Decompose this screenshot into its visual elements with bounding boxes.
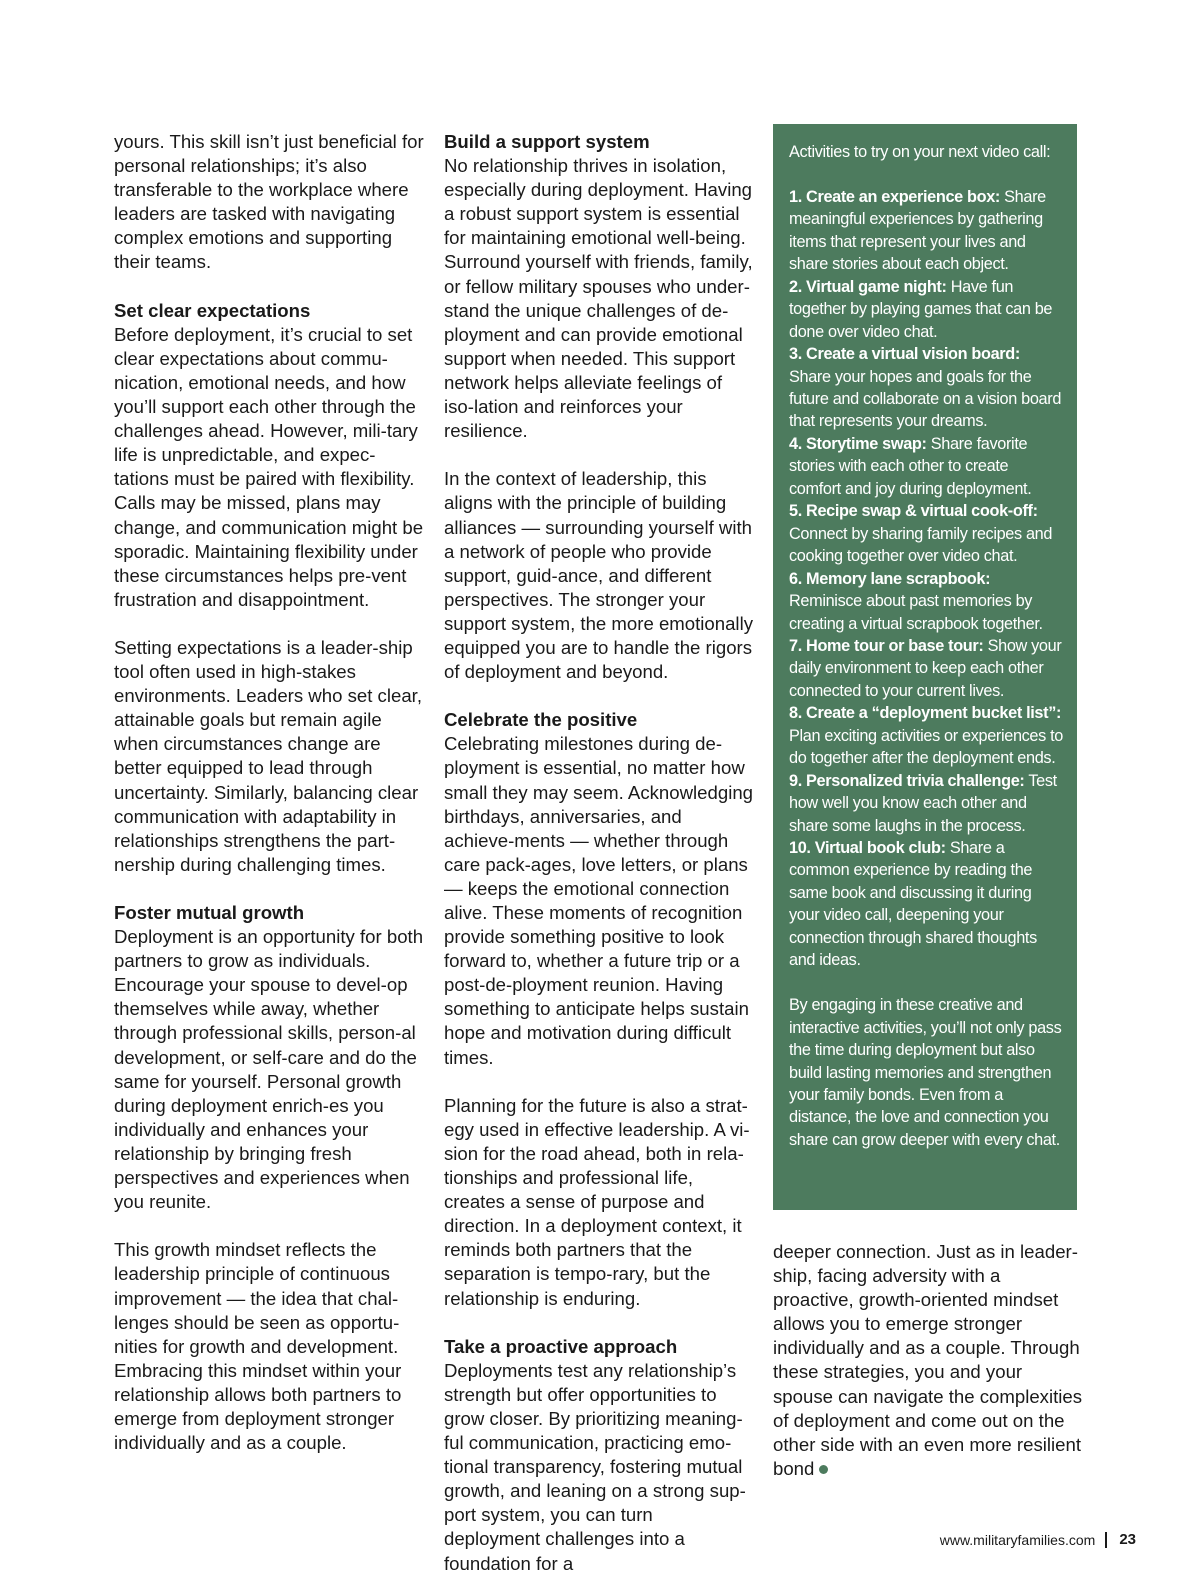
footer-url[interactable]: www.militaryfamilies.com (939, 1531, 1096, 1548)
end-mark-dot (819, 1465, 828, 1474)
proactive-paragraph: Deployments test any relationship’s strength but offer opportunities to grow closer. By prioritizing meaning-ful communication, practicing emo-tional transparency, fostering mutual growth, and leaning on a strong sup-port system, you can turn deployment challenges into a foundation for a (444, 1359, 746, 1574)
activity-title: 3. Create a virtual vision board: (789, 345, 1020, 364)
activity-item (789, 343, 1063, 433)
footer-divider (1105, 1532, 1107, 1548)
activity-text: Plan exciting activities or experiences to do together after the deployment ends. (789, 726, 1063, 768)
conclusion-paragraph (773, 1240, 1083, 1481)
activity-text: Share meaningful experiences by gathering items that represent your lives and share stories about each object. (789, 187, 1046, 274)
activity-title: 1. Create an experience box: (789, 187, 1000, 206)
sidebar-outro: By engaging in these creative and interactive activities, you’ll not only pass the time during deployment but also build lasting memories and strengthen your family bonds. Even from a distance, the love and connection you share can grow deeper with every chat. (789, 996, 1062, 1149)
activity-text: Share favorite stories with each other to create comfort and joy during deployment. (789, 434, 1032, 498)
activity-title: 6. Memory lane scrapbook: (789, 569, 991, 588)
heading-build-support-system: Build a support system (444, 131, 650, 152)
activity-title: 10. Virtual book club: (789, 839, 946, 858)
sidebar-intro: Activities to try on your next video call: (789, 143, 1051, 161)
support-paragraph-1: No relationship thrives in isolation, especially during deployment. Having a robust support system is essential for maintaining emotional well-being. Surround yourself with friends, family, or fellow military spouses who under-stand the unique challenges of de-ployment and can provide emotional support when needed. This support network helps alleviate feelings of iso-lation and reinforces your resilience. (444, 155, 753, 442)
heading-celebrate-positive: Celebrate the positive (444, 709, 638, 731)
growth-paragraph-1: Deployment is an opportunity for both partners to grow as individuals. Encourage your spouse to devel-op themselves while away, whether through professional skills, person-al development, or self-care and do the same for yourself. Personal growth during deployment enrich-es you individually and enhances your relationship by bringing fresh perspectives and experiences when you reunite. (114, 926, 424, 1213)
activities-sidebar (773, 124, 1077, 1210)
growth-paragraph-2: This growth mindset reflects the leadership principle of continuous improvement — the idea that chal-lenges should be seen as opportu-nities for growth and development. Embracing this mindset within your relationship allows both partners to emerge from deployment stronger individually and as a couple. (114, 1239, 402, 1454)
page-footer (940, 1531, 1136, 1548)
conclusion-text: deeper connection. Just as in leader-ship, facing adversity with a proactive, growth-oriented mindset allows you to emerge stronger individually and as a couple. Through these strategies, you and your spouse can navigate the complexities of deployment and come out on the other side with an even more resilient bond (773, 1241, 1083, 1479)
activity-text: Share your hopes and goals for the future and collaborate on a vision board that represents your dreams. (789, 367, 1062, 431)
activity-item (789, 770, 1063, 837)
heading-foster-mutual-growth: Foster mutual growth (114, 902, 305, 923)
column-middle (444, 130, 754, 1576)
activity-item (789, 500, 1063, 567)
activity-title: 8. Create a “deployment bucket list”: (789, 704, 1062, 723)
heading-set-clear-expectations: Set clear expectations (114, 299, 311, 321)
activity-title: 9. Personalized trivia challenge: (789, 771, 1025, 790)
activity-title: 2. Virtual game night: (789, 277, 947, 296)
activity-item (789, 635, 1063, 702)
activity-text: Have fun together by playing games that can be done over video chat. (789, 277, 1053, 341)
activity-item (789, 433, 1063, 500)
activity-item (789, 276, 1063, 343)
activity-title: 7. Home tour or base tour: (789, 636, 984, 655)
column-right-conclusion (773, 1240, 1083, 1481)
activity-text: Connect by sharing family recipes and cooking together over video chat. (789, 524, 1053, 566)
page-number: 23 (1119, 1531, 1136, 1548)
activity-title: 4. Storytime swap: (789, 434, 927, 453)
activity-text: Test how well you know each other and share some laughs in the process. (789, 771, 1057, 835)
support-paragraph-2: In the context of leadership, this aligns with the principle of building alliances — surrounding yourself with a network of people who provide support, guid-ance, and different perspectives. The stronger your support system, the more emotionally equipped you are to handle the rigors of deployment and beyond. (444, 468, 753, 683)
activity-text: Share a common experience by reading the same book and discussing it during your video call, deepening your connection through shared thoughts and ideas. (789, 839, 1037, 970)
activities-list (789, 186, 1063, 972)
heading-proactive-approach: Take a proactive approach (444, 1335, 678, 1357)
positive-paragraph-1: Celebrating milestones during de-ployment is essential, no matter how small they may seem. Acknowledging birthdays, anniversaries, and achieve-ments — whether through care pack-ages, love letters, or plans — keeps the emotional connection alive. These moments of recognition provide something positive to look forward to, whether a future trip or a post-de-ployment reunion. Having something to anticipate helps sustain hope and motivation during difficult times. (444, 733, 754, 1068)
column-left (114, 130, 424, 1455)
intro-paragraph: yours. This skill isn’t just beneficial for personal relationships; it’s also transferable to the workplace where leaders are tasked with navigating complex emotions and supporting their teams. (114, 131, 424, 273)
positive-paragraph-2: Planning for the future is also a strat-egy used in effective leadership. A vi-sion for the road ahead, both in rela-tionships and professional life, creates a sense of purpose and direction. In a deployment context, it reminds both partners that the separation is tempo-rary, but the relationship is enduring. (444, 1094, 750, 1309)
activity-item (789, 702, 1063, 769)
activity-text: Show your daily environment to keep each other connected to your current lives. (789, 636, 1062, 700)
activity-item (789, 837, 1063, 972)
activity-item (789, 568, 1063, 635)
expectations-paragraph-1: Before deployment, it’s crucial to set clear expectations about commu-nication, emotional needs, and how you’ll support each other through the challenges ahead. However, mili-tary life is unpredictable, and expec-tations must be paired with flexibility. Calls may be missed, plans may change, and communication might be sporadic. Maintaining flexibility under these circumstances helps pre-vent frustration and disappointment. (114, 323, 424, 610)
activity-title: 5. Recipe swap & virtual cook-off: (789, 502, 1038, 521)
activity-item (789, 186, 1063, 276)
expectations-paragraph-2: Setting expectations is a leader-ship tool often used in high-stakes environments. Leaders who set clear, attainable goals but remain agile when circumstances change are better equipped to lead through uncertainty. Similarly, balancing clear communication with adaptability in relationships strengthens the part-nership during challenging times. (114, 636, 422, 875)
activity-text: Reminisce about past memories by creating a virtual scrapbook together. (789, 592, 1043, 633)
